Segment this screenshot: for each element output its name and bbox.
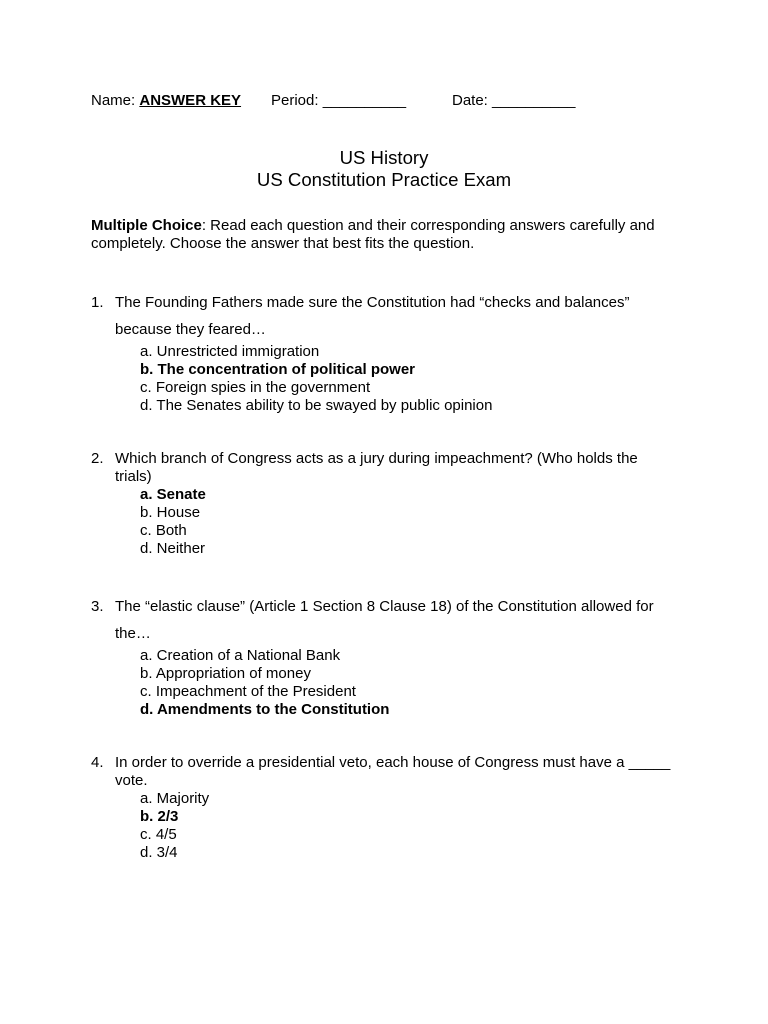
option-b: b. House (140, 504, 201, 521)
question-text (115, 289, 711, 343)
option-b: b. 2/3 (140, 808, 179, 825)
answer-options (140, 647, 711, 719)
option-d: d. Amendments to the Constitution (140, 700, 390, 718)
question-text-line: the… (115, 624, 151, 642)
question-number: 4. (91, 754, 104, 771)
option-c: c. Foreign spies in the government (140, 378, 371, 396)
name-value: ANSWER KEY (139, 92, 242, 109)
question-1 (91, 289, 711, 415)
question-text-line: The “elastic clause” (Article 1 Section 8 Clause 18) of the Constitution allowed for (115, 597, 654, 615)
question-text-line: because they feared… (115, 320, 266, 338)
question-4 (91, 754, 711, 862)
question-text-line: In order to override a presidential veto, each house of Congress must have a _____ (115, 754, 671, 771)
option-d: d. The Senates ability to be swayed by public opinion (140, 396, 493, 414)
option-a: a. Senate (140, 486, 206, 503)
date-label: Date: (452, 92, 488, 109)
question-text-line: vote. (115, 772, 148, 789)
option-a: a. Unrestricted immigration (140, 342, 320, 360)
period-field (271, 92, 406, 110)
question-text (115, 593, 711, 647)
option-a: a. Creation of a National Bank (140, 646, 341, 664)
option-c: c. Impeachment of the President (140, 682, 356, 700)
answer-options (140, 343, 711, 415)
option-b: b. Appropriation of money (140, 664, 311, 682)
question-text-line: The Founding Fathers made sure the Constitution had “checks and balances” (115, 293, 630, 311)
period-label: Period: (271, 92, 319, 109)
question-number: 1. (91, 293, 104, 311)
instructions-line (91, 217, 655, 235)
answer-options (140, 486, 711, 558)
name-field (91, 92, 241, 110)
option-c: c. 4/5 (140, 826, 177, 843)
question-text (115, 450, 711, 486)
instructions-text: : Read each question and their corresponding answers carefully and (201, 217, 655, 234)
period-blank: __________ (322, 92, 407, 109)
option-d: d. Neither (140, 540, 206, 557)
question-2 (91, 450, 711, 558)
instructions-label: Multiple Choice (91, 217, 202, 234)
date-blank: __________ (492, 92, 576, 109)
instructions (91, 217, 655, 253)
date-field (452, 92, 575, 110)
question-number: 3. (91, 597, 104, 615)
question-text (115, 754, 711, 790)
question-number: 2. (91, 450, 104, 467)
question-text-line: trials) (115, 468, 152, 485)
option-b: b. The concentration of political power (140, 360, 416, 378)
option-c: c. Both (140, 522, 187, 539)
document-title (0, 147, 768, 191)
name-label: Name: (91, 92, 136, 109)
question-text-line: Which branch of Congress acts as a jury during impeachment? (Who holds the (115, 450, 638, 467)
instructions-line: completely. Choose the answer that best fits the question. (91, 235, 475, 252)
question-3 (91, 593, 711, 719)
title-exam: US Constitution Practice Exam (256, 169, 512, 190)
title-subject: US History (339, 147, 429, 168)
option-a: a. Majority (140, 790, 210, 807)
answer-options (140, 790, 711, 862)
option-d: d. 3/4 (140, 844, 178, 861)
